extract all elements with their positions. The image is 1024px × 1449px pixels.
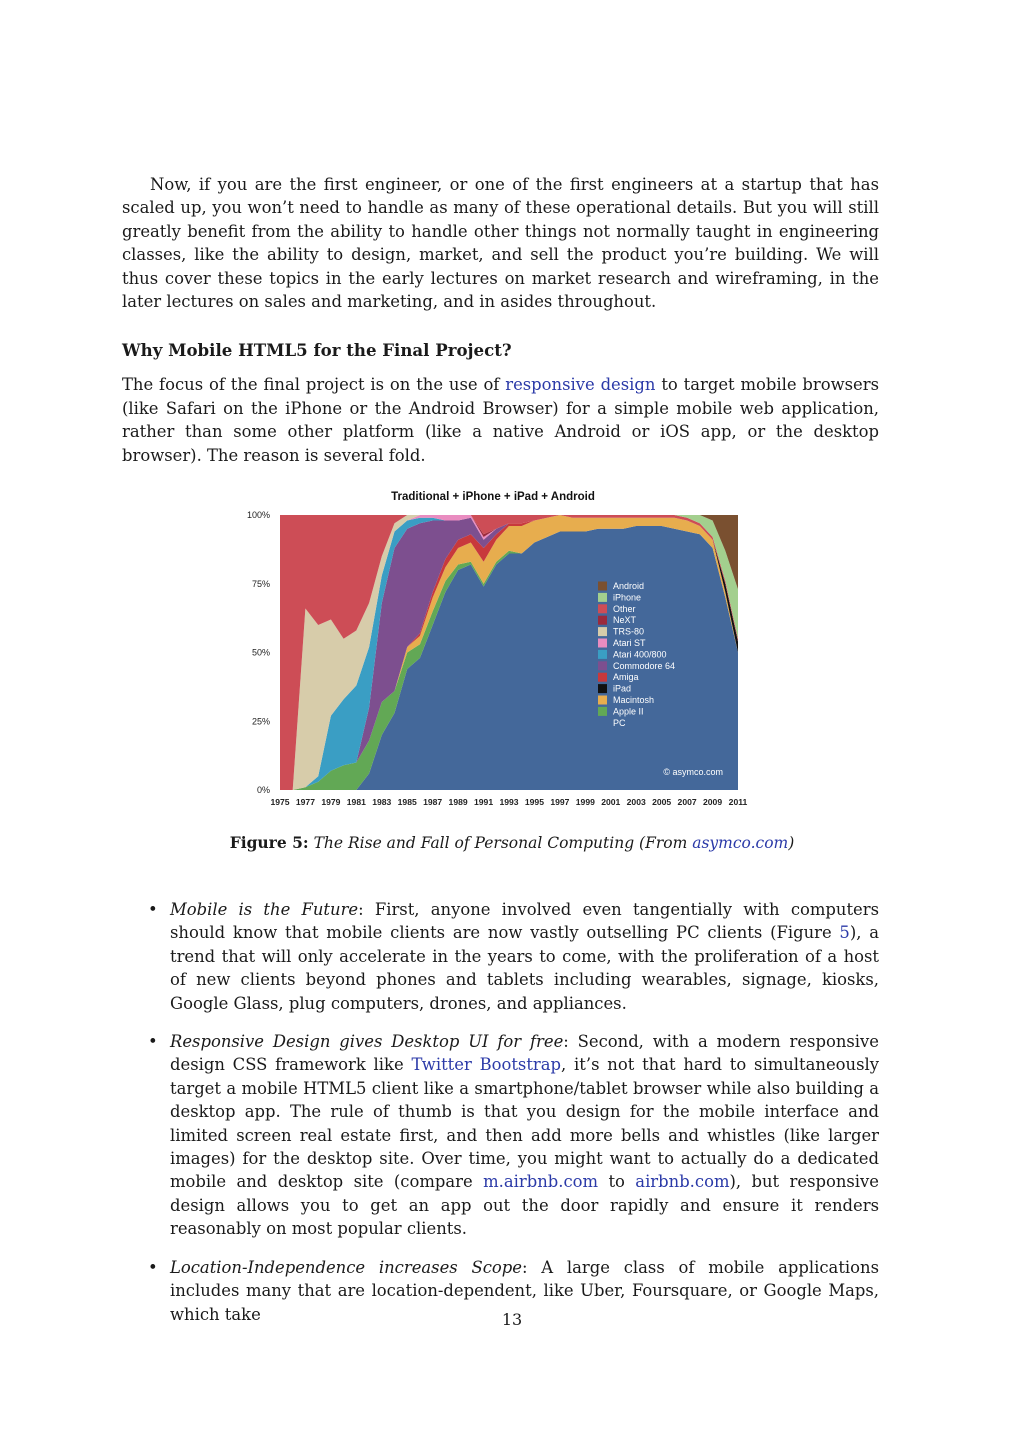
m-airbnb-link[interactable]: m.airbnb.com	[483, 1172, 599, 1192]
area-chart	[228, 485, 758, 810]
legend-swatch	[598, 684, 607, 693]
legend-swatch	[598, 696, 607, 705]
legend-label: Macintosh	[613, 695, 655, 705]
bullet-dot: •	[148, 900, 158, 919]
bullet-text: : First, anyone involved even tangentially with computers should know that mobile clients are now vastly outselling PC clients (Figure	[170, 900, 880, 943]
legend-swatch	[598, 661, 607, 670]
caption-text-after: )	[788, 834, 795, 852]
airbnb-link[interactable]: airbnb.com	[635, 1172, 730, 1192]
section-heading: Why Mobile HTML5 for the Final Project?	[122, 340, 512, 361]
x-tick-label: 1977	[295, 797, 316, 807]
legend-swatch	[598, 593, 607, 602]
x-tick-label: 1991	[473, 797, 494, 807]
bullet-term: Location-Independence increases Scope	[170, 1257, 522, 1277]
y-tick-label: 100%	[246, 510, 270, 520]
legend-swatch	[598, 616, 607, 625]
x-tick-label: 1987	[423, 797, 443, 807]
x-tick-label: 1979	[321, 797, 341, 807]
x-tick-label: 1989	[448, 797, 468, 807]
legend-swatch	[598, 582, 607, 591]
x-tick-label: 1999	[575, 797, 595, 807]
bullet-list	[145, 898, 879, 1341]
y-tick-label: 75%	[251, 578, 270, 589]
legend-swatch	[598, 707, 607, 716]
figure-ref-link[interactable]: 5	[839, 923, 850, 943]
legend-label: Android	[613, 581, 645, 591]
bullet-term: Responsive Design gives Desktop UI for free	[170, 1032, 564, 1052]
x-tick-label: 1981	[346, 797, 366, 807]
chart-areas	[280, 515, 738, 790]
bullet-text: ), a trend that will only accelerate in the years to come, with the proliferation of a host of new clients beyond phones and tablets including wearables, signage, kiosks, Google Glass, plug computers, drones, and appliances.	[170, 923, 879, 1013]
x-tick-label: 1983	[372, 797, 392, 807]
bullet-text: : A large class of mobile applications includes many that are location-dependent, like Uber, Foursquare, or Google Maps, which take	[170, 1257, 879, 1324]
y-tick-label: 0%	[256, 785, 270, 795]
list-item	[145, 1030, 879, 1241]
y-tick-label: 25%	[251, 716, 270, 727]
bullet-text: ), but responsive design allows you to get an app out the door rapidly and ensure it renders reasonably on most popular clients.	[170, 1172, 880, 1239]
legend-label: Atari 400/800	[613, 649, 667, 660]
figure-label: Figure 5:	[229, 833, 309, 852]
legend-label: iPad	[613, 683, 632, 694]
y-axis	[247, 510, 270, 795]
bullet-text: , it’s not that hard to simultaneously target a mobile HTML5 client like a smartphone/tablet browser while also building a desktop app. The rule of thumb is that you design for the mobile interface and limited screen real estate first, and then add more bells and whistles (like larger images) for the desktop site. Over time, you might want to actually do a dedicated mobile and desktop site (compare	[170, 1055, 879, 1192]
intro-paragraph: Now, if you are the first engineer, or one of the first engineers at a startup that has scaled up, you won’t need to handle as many of these operational details. But you will still greatly benefit from the ability to handle other things not normally taught in engineering classes, like the ability to design, market, and sell the product you’re building. We will thus cover these topics in the early lectures on market research and wireframing, in the later lectures on sales and marketing, and in asides throughout.	[122, 175, 879, 312]
chart-title: Traditional + iPhone + iPad + Android	[391, 491, 595, 503]
section-paragraph	[122, 373, 879, 467]
section-text-before: The focus of the final project is on the use of	[122, 375, 506, 395]
bullet-dot: •	[148, 1032, 158, 1052]
page-body	[122, 173, 879, 467]
legend-swatch	[598, 627, 607, 636]
x-axis	[270, 797, 747, 807]
legend-label: Atari ST	[613, 638, 646, 648]
page-number: 13	[501, 1310, 523, 1329]
twitter-bootstrap-link[interactable]: Twitter Bootstrap	[411, 1055, 562, 1075]
x-tick-label: 1975	[270, 797, 290, 807]
legend-label: Amiga	[613, 672, 639, 683]
legend-label: TRS-80	[613, 626, 645, 637]
bullet-dot: •	[148, 1257, 158, 1277]
responsive-design-link[interactable]: responsive design	[505, 375, 656, 395]
legend-swatch	[598, 604, 607, 613]
legend-label: PC	[613, 717, 626, 728]
legend-swatch	[598, 718, 607, 727]
bullet-term: Mobile is the Future	[170, 900, 359, 919]
legend-label: NeXT	[613, 615, 637, 626]
legend-label: Commodore 64	[613, 660, 676, 671]
x-tick-label: 2007	[677, 797, 697, 807]
list-item	[145, 898, 879, 1015]
chart-watermark: © asymco.com	[663, 767, 723, 777]
caption-text-before: The Rise and Fall of Personal Computing (From	[313, 834, 693, 852]
bullet-text: : Second, with a modern responsive design CSS framework like	[170, 1032, 879, 1075]
asymco-link[interactable]: asymco.com	[692, 834, 789, 852]
legend-swatch	[598, 650, 607, 659]
legend-swatch	[598, 673, 607, 682]
figure-chart	[228, 485, 758, 810]
section-text-after: to target mobile browsers (like Safari on the iPhone or the Android Browser) for a simple mobile web application, rather than some other platform (like a native Android or iOS app, or the desktop browser). The reason is several fold.	[122, 375, 879, 465]
x-tick-label: 2011	[728, 797, 748, 807]
legend-label: Apple II	[613, 706, 644, 717]
legend-label: iPhone	[613, 592, 642, 603]
legend-swatch	[598, 639, 607, 648]
x-tick-label: 2005	[652, 797, 672, 807]
x-tick-label: 1985	[397, 797, 417, 807]
figure-caption	[0, 833, 1024, 852]
x-tick-label: 1995	[524, 797, 545, 807]
bullet-text: to	[598, 1172, 636, 1192]
y-tick-label: 50%	[251, 647, 270, 658]
x-tick-label: 1993	[499, 797, 519, 807]
legend-label: Other	[613, 603, 636, 614]
figure-caption-text	[314, 834, 795, 852]
x-tick-label: 2009	[702, 797, 723, 807]
x-tick-label: 2001	[601, 797, 621, 807]
x-tick-label: 2003	[626, 797, 646, 807]
x-tick-label: 1997	[550, 797, 570, 807]
